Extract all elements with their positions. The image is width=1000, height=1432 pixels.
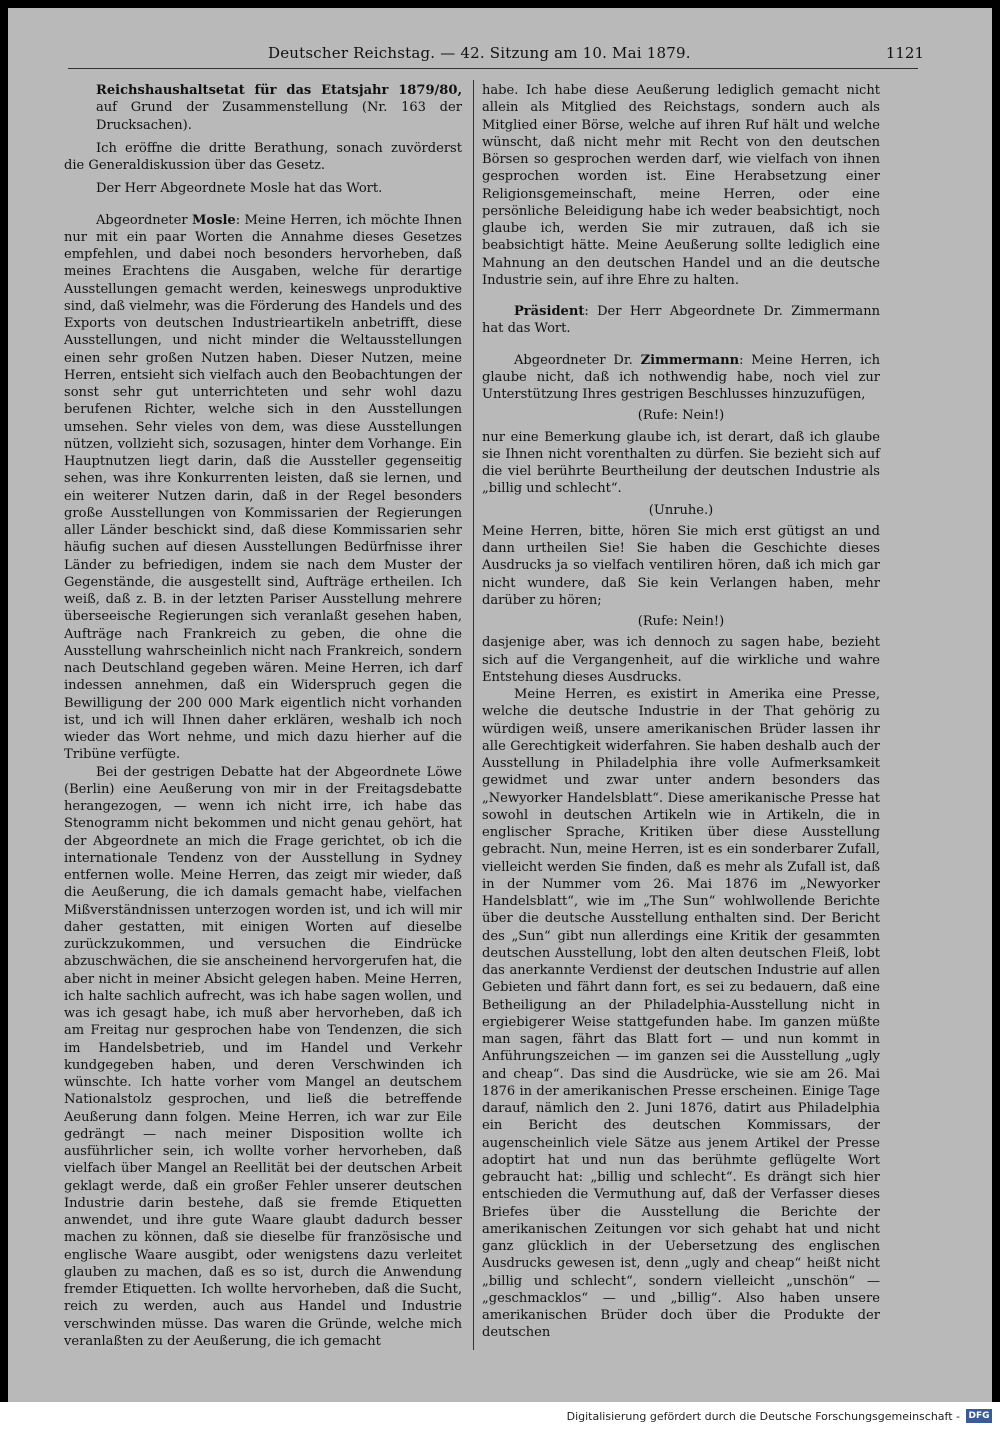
speech-paragraph (64, 212, 462, 764)
agenda-item-rest: auf Grund der Zusammenstellung (Nr. 163 der Drucksachen). (96, 100, 462, 133)
header-rule (68, 68, 918, 69)
speaker-name: Präsident (514, 304, 585, 319)
interjection: (Unruhe.) (648, 502, 714, 518)
running-title: Deutscher Reichstag. — 42. Sitzung am 10. Mai 1879. (268, 44, 691, 62)
agenda-item-title: Reichshaushaltsetat für das Etatsjahr 1879/80, (96, 83, 462, 98)
column-divider (473, 80, 474, 1350)
agenda-item (64, 82, 462, 134)
paragraph: nur eine Bemerkung glaube ich, ist derart, daß ich glaube sie Ihnen nicht vorenthalten zu dürfen. Sie bezieht sich auf die viel berührte Beurtheilung der deutschen Industrie als „billig und schlecht“. (482, 429, 880, 497)
funding-notice: Digitalisierung gefördert durch die Deutsche Forschungsgemeinschaft - (566, 1410, 960, 1423)
footer-bar (0, 1402, 1000, 1432)
paragraph: Meine Herren, bitte, hören Sie mich erst gütigst an und dann urtheilen Sie! Sie haben die Geschichte dieses Ausdrucks ja so vielfach ventiliren hören, daß ich mich gar nicht wundere, daß Sie kein Verlangen haben, mehr darüber zu hören; (482, 523, 880, 608)
speech-paragraph (482, 303, 880, 338)
paragraph: Meine Herren, es existirt in Amerika eine Presse, welche die deutsche Industrie in der That gehörig zu würdigen weiß, unsere amerikanischen Brüder lassen ihr alle Gerechtigkeit widerfahren. Sie haben deshalb auch der Ausstellung in Philadelphia ihre volle Aufmerksamkeit gewidmet und zwar unter andern besonders das „Newyorker Handelsblatt“. Diese amerikanische Presse hat sowohl in deutschen Artikeln wie in Artikeln, die in englischer Sprache, Kritiken über diese Ausstellung gebracht. Nun, meine Herren, ist es ein sonderbarer Zufall, vielleicht werden Sie finden, daß es mehr als Zufall ist, daß in der Nummer vom 26. Mai 1876 im „Newyorker Handelsblatt“, wie im „The Sun“ wohlwollende Berichte über die deutsche Ausstellung enthalten sind. Der Bericht des „Sun“ gibt nun allerdings eine Kritik der gesammten deutschen Ausstellung, lobt den alten deutschen Fleiß, lobt das anerkannte Verdienst der deutschen Industrie auf allen Gebieten und fährt dann fort, es sei zu bedauern, daß eine Betheiligung an der Philadelphia-Ausstellung nicht in ergiebigerer Weise stattgefunden habe. Im ganzen müßte man sagen, fährt das Blatt fort — und nun kommt in Anführungszeichen — im ganzen sei die Ausstellung „ugly and cheap“. Das sind die Ausdrücke, wie sie am 26. Mai 1876 in der amerikanischen Presse erscheinen. Einige Tage darauf, nämlich den 2. Juni 1876, datirt aus Philadelphia ein Bericht des deutschen Kommissars, der augenscheinlich viele Sätze aus jenem Artikel der Presse adoptirt hat und nun das berühmte geflügelte Wort gebraucht hat: „billig und schlecht“. Es drängt sich hier entschieden die Vermuthung auf, daß der Verfasser dieses Briefes über die Ausstellung die Berichte der amerikanischen Zeitungen vor sich gehabt hat und nicht ganz glücklich in der Uebersetzung des englischen Ausdrucks gewesen ist, denn „ugly and cheap“ heißt nicht „billig und schlecht“, sondern vielleicht „unschön“ — „geschmacklos“ — und „billig“. Also haben unsere amerikanischen Brüder doch über die Produkte der deutschen (482, 687, 880, 1341)
speech-text: : Meine Herren, ich glaube nicht, daß ich nothwendig habe, noch viel zur Unterstützung Ihres gestrigen Beschlusses hinzuzufügen, (482, 352, 880, 402)
speaker-prefix: Abgeordneter (96, 212, 192, 228)
paragraph: Bei der gestrigen Debatte hat der Abgeordnete Löwe (Berlin) eine Aeußerung von mir in der Freitagsdebatte herangezogen, — wenn ich nicht irre, ich habe das Stenogramm nicht bekommen und nicht genau gehört, hat der Abgeordnete an mich die Frage gerichtet, ob ich die internationale Tendenz von der Ausstellung in Sydney entfernen wolle. Meine Herren, das zeigt mir wieder, daß die Aeußerung, die ich damals gemacht habe, vielfachen Mißverständnissen unterzogen worden ist, und ich will mir daher gestatten, mit einigen Worten auf dieselbe zurückzukommen, und versuchen die Eindrücke abzuschwächen, die sie anscheinend hervorgerufen hat, die aber nicht in meiner Absicht gelegen haben. Meine Herren, ich halte sachlich aufrecht, was ich habe sagen wollen, und was ich gesagt habe, ich muß aber hervorheben, daß ich am Freitag nur gesprochen habe von Tendenzen, die sich im Handelsbetrieb, und im Handel und Verkehr kundgegeben haben, und deren Verschwinden ich wünschte. Ich hatte vorher vom Mangel an deutschem Nationalstolz gesprochen, und ließ die betreffende Aeußerung dann folgen. Meine Herren, ich war zur Eile gedrängt — nach meiner Disposition wollte ich ausführlicher sein, ich wollte vorher hervorheben, daß vielfach über Mangel an Reellität bei der deutschen Arbeit geklagt werde, daß ein großer Fehler unserer deutschen Industrie darin bestehe, daß sie fremde Etiquetten anwendet, und ihre gute Waare glaubt dadurch besser machen zu können, daß sie dieselbe für französische und englische Waare ausgibt, oder wenigstens dazu verleitet glauben zu machen, daß es so ist, durch die Anwendung fremder Etiquetten. Ich wollte hervorheben, daß die Sucht, reich zu werden, auch aus Handel und Industrie verschwinden müsse. Das waren die Gründe, welche mich veranlaßten zu der Aeußerung, die ich gemacht (64, 764, 462, 1349)
interjection: (Rufe: Nein!) (637, 614, 725, 629)
right-column (482, 82, 880, 1342)
page-header (68, 44, 924, 68)
speaker-name: Mosle (191, 212, 236, 228)
speech-paragraph (482, 352, 880, 404)
paragraph: Ich eröffne die dritte Berathung, sonach zuvörderst die Generaldiskussion über das Gesetz. (64, 140, 462, 173)
interjection: (Rufe: Nein!) (637, 408, 725, 424)
paragraph: habe. Ich habe diese Aeußerung lediglich gemacht nicht allein als Mitglied des Reichstags, sondern auch als Mitglied einer Börse, welche auf ihren Ruf hält und welche wünscht, daß nicht mehr mit Recht von den deutschen Börsen so gesprochen werden darf, wie vielfach von ihnen gesprochen worden ist. Eine Herabsetzung einer Religionsgemeinschaft, meine Herren, oder eine persönliche Beleidigung habe ich weder beabsichtigt, noch glaube ich, werden Sie mir zutrauen, daß ich sie beabsichtigt hätte. Meine Aeußerung sollte lediglich eine Mahnung an den deutschen Handel und an die deutsche Industrie sein, auf ihre Ehre zu halten. (482, 83, 880, 288)
left-column (64, 82, 462, 1350)
paragraph: dasjenige aber, was ich dennoch zu sagen habe, bezieht sich auf die Vergangenheit, auf die wirkliche und wahre Entstehung dieses Ausdrucks. (482, 635, 880, 685)
speech-text: : Der Herr Abgeordnete Dr. Zimmermann hat das Wort. (482, 304, 880, 337)
speaker-prefix: Abgeordneter Dr. (514, 352, 641, 368)
page-number: 1121 (885, 44, 924, 62)
document-page (8, 8, 992, 1402)
dfg-logo: DFG (966, 1409, 992, 1423)
speaker-name: Zimmermann (640, 352, 740, 368)
speech-text: : Meine Herren, ich möchte Ihnen nur mit ein paar Worten die Annahme dieses Gesetzes empfehlen, und dabei noch besonders hervorheben, daß meines Erachtens die Ausgaben, welche für derartige Ausstellungen gemacht werden, keineswegs unproduktive sind, daß vielmehr, was die Förderung des Handels und des Exports von deutschen Industrieartikeln anbetrifft, diese Ausstellungen, und nicht minder die Weltausstellungen einen sehr großen Nutzen haben. Dieser Nutzen, meine Herren, entsieht sich vielfach auch den Beobachtungen der sonst sehr gut unterrichteten und sehr wohl dazu berufenen Richter, welche sich in den Ausstellungen umsehen. Sehr vieles von dem, was diese Ausstellungen nützen, vollzieht sich, sozusagen, hinter dem Vorhange. Ein Hauptnutzen liegt darin, daß die Aussteller gegenseitig sehen, was ihre Konkurrenten leisten, daß sie lernen, und ein weiterer Nutzen darin, daß in der Regel besonders große Ausstellungen von Kommissarien der Regierungen aller Länder beschickt sind, daß diese Kommissarien sehr häufig suchen auf diesen Ausstellungen Bedürfnisse ihrer Länder zu befriedigen, indem sie nach dem Muster der Gegenstände, die ausgestellt sind, Aufträge ertheilen. Ich weiß, daß z. B. in der letzten Pariser Ausstellung mehrere überseeische Regierungen sich veranlaßt gesehen haben, Aufträge nach Frankreich zu geben, die ohne die Ausstellung wahrscheinlich nicht nach Frankreich, sondern nach Deutschland gegeben wären. Meine Herren, ich darf indessen annehmen, daß ein Widerspruch gegen die Bewilligung der 200 000 Mark eigentlich nicht vorhanden ist, und ich will Ihnen daher erklären, weshalb ich noch wieder das Wort nehme, und mich dazu hierher auf die Tribüne verfügte. (64, 212, 463, 763)
paragraph: Der Herr Abgeordnete Mosle hat das Wort. (96, 181, 383, 197)
